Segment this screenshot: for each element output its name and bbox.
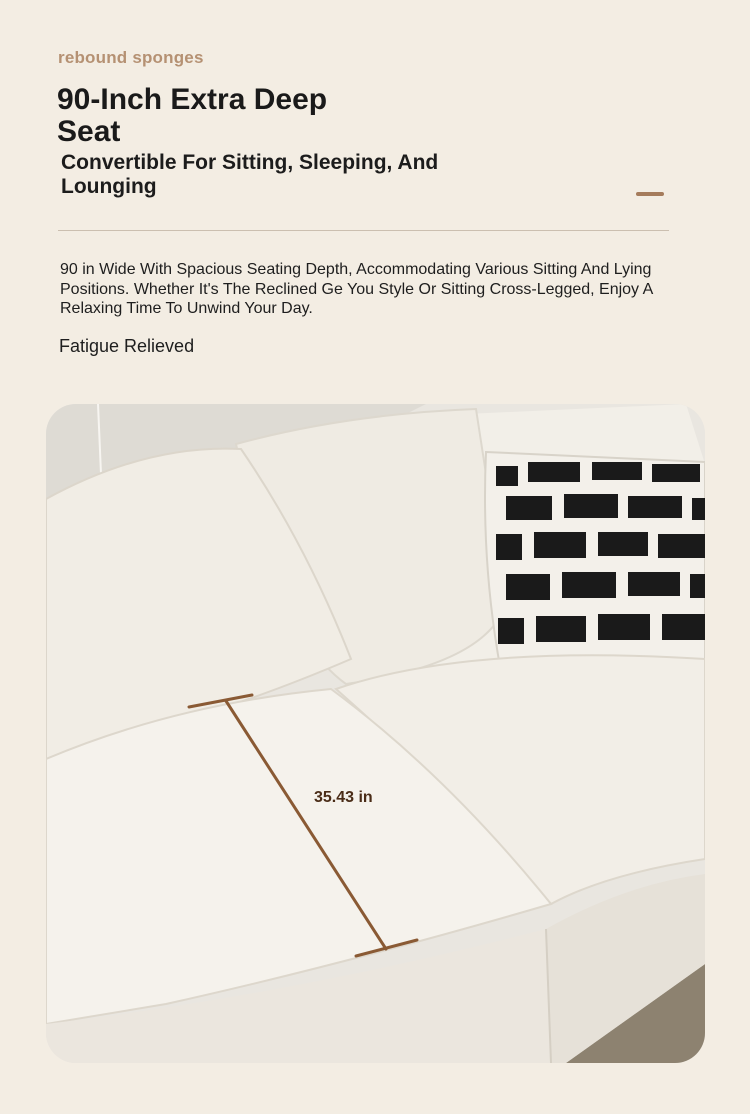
product-description: 90 in Wide With Spacious Seating Depth, Accommodating Various Sitting And Lying Positions. Whether It's The Reclined Ge You Style Or Sitting Cross-Legged, Enjoy A Relaxing Time To Unwind Your Day.	[60, 261, 653, 317]
accent-dash	[636, 192, 664, 196]
page-title: 90-Inch Extra Deep Seat	[57, 83, 328, 148]
sofa-photo	[46, 404, 705, 1063]
seat-depth-label: 35.43 in	[314, 789, 373, 806]
page-subtitle: Convertible For Sitting, Sleeping, And Lounging	[61, 151, 439, 198]
tag-label: rebound sponges	[58, 48, 204, 67]
divider	[58, 230, 669, 231]
feature-label: Fatigue Relieved	[59, 336, 195, 356]
